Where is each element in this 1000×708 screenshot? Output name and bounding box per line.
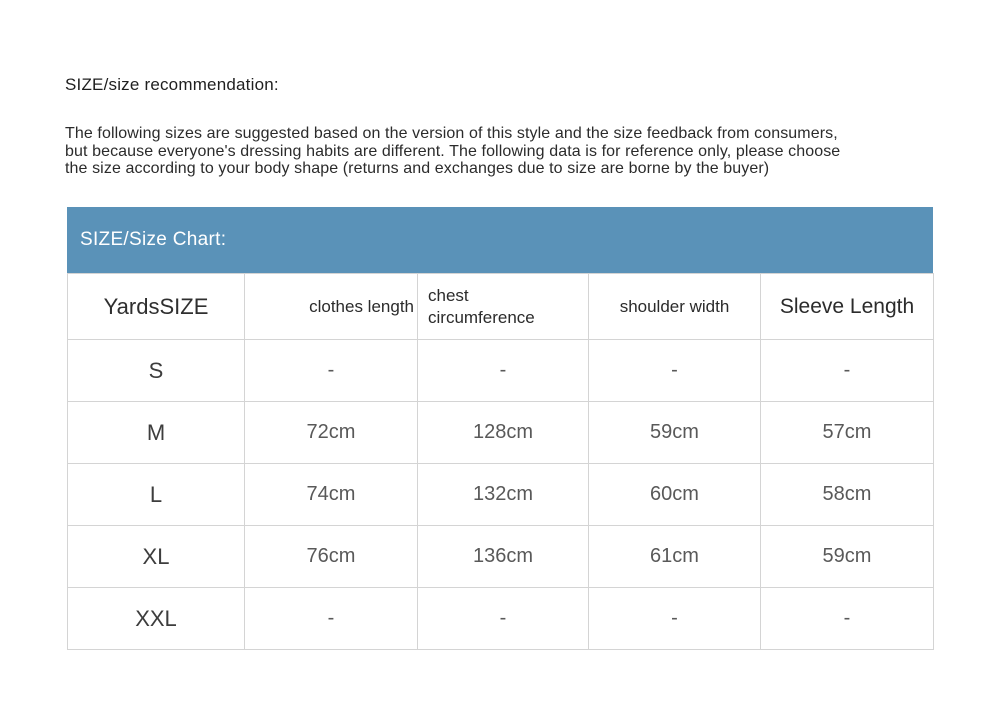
size-cell: L xyxy=(68,464,245,526)
size-disclaimer-paragraph xyxy=(65,125,840,178)
value-cell: - xyxy=(418,588,589,650)
value-cell: 72cm xyxy=(245,402,418,464)
table-row xyxy=(68,402,934,464)
value-cell: - xyxy=(761,340,934,402)
value-cell: 61cm xyxy=(589,526,761,588)
value-cell: 136cm xyxy=(418,526,589,588)
value-cell: 74cm xyxy=(245,464,418,526)
description-line: but because everyone's dressing habits are different. The following data is for reference only, please choose xyxy=(65,142,841,160)
column-header-chest-circumference: chest circumference xyxy=(418,274,589,340)
column-header-shoulder-width: shoulder width xyxy=(589,274,761,340)
value-cell: 128cm xyxy=(418,402,589,464)
size-cell: M xyxy=(68,402,245,464)
value-cell: 59cm xyxy=(761,526,934,588)
size-chart-banner-title: SIZE/Size Chart: xyxy=(80,229,227,250)
value-cell: 57cm xyxy=(761,402,934,464)
column-header-sleeve-length: Sleeve Length xyxy=(761,274,934,340)
size-cell: XXL xyxy=(68,588,245,650)
description-line: The following sizes are suggested based on the version of this style and the size feedback from consumers, xyxy=(65,125,838,142)
value-cell: 76cm xyxy=(245,526,418,588)
value-cell: - xyxy=(589,588,761,650)
value-cell: - xyxy=(589,340,761,402)
page-title: SIZE/size recommendation: xyxy=(65,75,279,94)
value-cell: - xyxy=(761,588,934,650)
table-row xyxy=(68,464,934,526)
value-cell: 58cm xyxy=(761,464,934,526)
column-header-size: YardsSIZE xyxy=(68,274,245,340)
table-row xyxy=(68,526,934,588)
value-cell: 132cm xyxy=(418,464,589,526)
value-cell: - xyxy=(245,588,418,650)
size-chart-banner xyxy=(67,207,933,273)
column-header-clothes-length: clothes length xyxy=(245,274,418,340)
table-row xyxy=(68,340,934,402)
table-row xyxy=(68,588,934,650)
size-cell: S xyxy=(68,340,245,402)
size-cell: XL xyxy=(68,526,245,588)
table-header-row xyxy=(68,274,934,340)
value-cell: - xyxy=(418,340,589,402)
value-cell: 59cm xyxy=(589,402,761,464)
value-cell: - xyxy=(245,340,418,402)
value-cell: 60cm xyxy=(589,464,761,526)
description-line: the size according to your body shape (returns and exchanges due to size are borne by the buyer) xyxy=(65,160,770,177)
size-chart-table xyxy=(67,273,934,650)
